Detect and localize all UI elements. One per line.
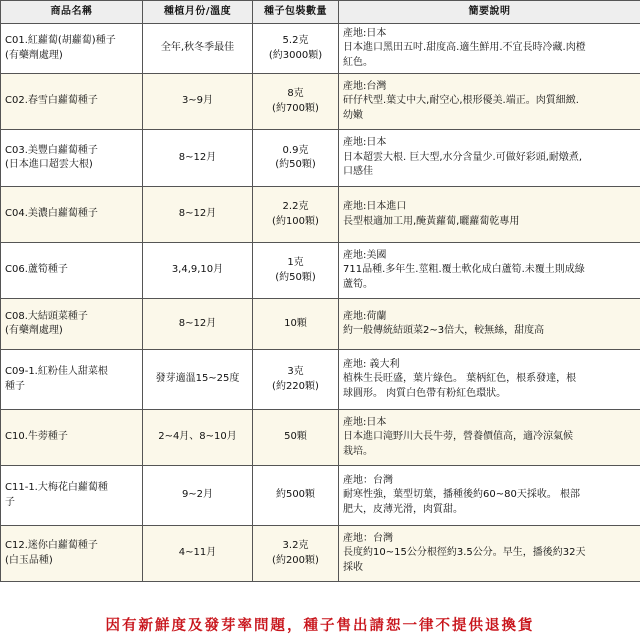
- header-planting-month-temp: 種植月份/溫度: [143, 1, 253, 24]
- description-cell-line: 產地:荷蘭: [343, 310, 387, 322]
- description-cell-line: 產地:日本: [343, 137, 387, 149]
- table-row: [1, 243, 640, 299]
- planting-time-cell: 9~2月: [143, 466, 253, 526]
- description-cell-line: 產地：台灣: [343, 532, 393, 544]
- product-name-cell-line: C08.大結頭菜種子: [5, 310, 88, 322]
- planting-time-cell: 3~9月: [143, 74, 253, 130]
- pack-quantity-cell: [253, 410, 339, 466]
- description-cell-line: 日本超雲大根. 巨大型,水分含量少.可做好彩頭,耐燉煮,: [343, 151, 583, 163]
- description-cell: [339, 299, 640, 350]
- product-name-cell-line: C02.春雪白蘿蔔種子: [5, 95, 98, 107]
- description-cell-line: 口感佳: [343, 166, 373, 178]
- product-name-cell-line: C06.蘆筍種子: [5, 264, 68, 276]
- description-cell-line: 長型根適加工用,醃黃蘿蔔,曬蘿蔔乾專用: [343, 215, 520, 227]
- description-cell-line: 紅色。: [343, 56, 373, 68]
- pack-quantity-cell-line: 8克: [287, 88, 304, 99]
- description-cell-line: 幼嫩: [343, 109, 363, 121]
- description-cell: [339, 466, 640, 526]
- pack-quantity-cell-line: 50顆: [284, 431, 307, 443]
- description-cell-line: 711品種.多年生.莖粗.覆土軟化成白蘆筍.未覆土則成綠: [343, 264, 585, 276]
- product-name-cell-line: 種子: [5, 380, 25, 392]
- description-cell-line: 產地: 義大利: [343, 358, 400, 370]
- product-name-cell: [1, 410, 143, 466]
- table-row: [1, 466, 640, 526]
- description-cell-line: 採收: [343, 561, 363, 573]
- product-name-cell: [1, 350, 143, 410]
- product-name-cell-line: C01.紅蘿蔔(胡蘿蔔)種子: [5, 35, 116, 46]
- pack-quantity-cell-line: (約50顆): [275, 271, 316, 283]
- planting-time-cell: 發芽適溫15~25度: [143, 350, 253, 410]
- product-name-cell-line: (有藥劑處理): [5, 49, 63, 61]
- description-cell-line: 蘆筍。: [343, 278, 373, 290]
- product-name-cell-line: C04.美濃白蘿蔔種子: [5, 208, 98, 220]
- pack-quantity-cell-line: (約220顆): [272, 380, 319, 392]
- description-cell-line: 長度約10~15公分根徑約3.5公分。早生，播後約32天: [343, 547, 586, 559]
- pack-quantity-cell: [253, 526, 339, 582]
- planting-time-cell: 2~4月、8~10月: [143, 410, 253, 466]
- pack-quantity-cell-line: 3克: [287, 366, 304, 377]
- product-name-cell-line: C11-1.大梅花白蘿蔔種: [5, 482, 108, 493]
- pack-quantity-cell: [253, 24, 339, 74]
- pack-quantity-cell-line: 1克: [287, 257, 304, 268]
- description-cell: [339, 350, 640, 410]
- pack-quantity-cell-line: 3.2克: [282, 540, 309, 551]
- description-cell-line: 產地:日本進口: [343, 201, 407, 212]
- description-cell-line: 產地:日本: [343, 27, 387, 39]
- table-row: [1, 130, 640, 187]
- header-seed-pack-quantity: 種子包裝數量: [253, 1, 339, 24]
- product-name-cell-line: C03.美豐白蘿蔔種子: [5, 144, 98, 156]
- pack-quantity-cell: [253, 466, 339, 526]
- description-cell-line: 球圓形。 肉質白色帶有粉紅色環狀。: [343, 387, 507, 399]
- pack-quantity-cell-line: 2.2克: [282, 201, 309, 212]
- description-cell-line: 產地：台灣: [343, 474, 393, 486]
- description-cell-line: 日本進口滝野川大長牛蒡，營養價值高，適冷涼氣候: [343, 431, 573, 443]
- description-cell-line: 栽培。: [343, 445, 373, 457]
- table-row: [1, 74, 640, 130]
- product-name-cell-line: (白玉品種): [5, 554, 53, 566]
- description-cell: [339, 24, 640, 74]
- product-name-cell: [1, 74, 143, 130]
- description-cell: [339, 74, 640, 130]
- product-name-cell: [1, 243, 143, 299]
- planting-time-cell: 8~12月: [143, 299, 253, 350]
- description-cell: [339, 187, 640, 243]
- description-cell-line: 矸仔杙型.葉丈中大,耐空心,根形優美.端正。肉質細緻.: [343, 95, 579, 107]
- table-row: [1, 299, 640, 350]
- pack-quantity-cell-line: 0.9克: [282, 144, 309, 156]
- pack-quantity-cell-line: (約200顆): [272, 554, 319, 566]
- description-cell: [339, 526, 640, 582]
- product-name-cell-line: 子: [5, 496, 15, 508]
- description-cell-line: 產地:台灣: [343, 80, 387, 92]
- pack-quantity-cell: [253, 299, 339, 350]
- product-name-cell: [1, 187, 143, 243]
- description-cell-line: 植株生長旺盛，葉片綠色。 葉柄紅色，根系發達，根: [343, 373, 577, 385]
- table-body: [1, 24, 640, 582]
- pack-quantity-cell-line: (約700顆): [272, 102, 319, 114]
- product-name-cell: [1, 24, 143, 74]
- description-cell: [339, 130, 640, 187]
- table-row: [1, 24, 640, 74]
- pack-quantity-cell-line: (約3000顆): [268, 49, 323, 61]
- planting-time-cell: 全年,秋冬季最佳: [143, 24, 253, 74]
- pack-quantity-cell: [253, 187, 339, 243]
- product-name-cell: [1, 526, 143, 582]
- table-row: [1, 350, 640, 410]
- product-name-cell-line: (日本進口超雲大根): [5, 159, 93, 170]
- description-cell-line: 肥大，皮薄光滑，肉質甜。: [343, 503, 463, 515]
- table-row: [1, 410, 640, 466]
- table-header-row: [1, 1, 640, 24]
- table-row: [1, 526, 640, 582]
- planting-time-cell: 8~12月: [143, 130, 253, 187]
- pack-quantity-cell-line: (約50顆): [275, 159, 316, 170]
- planting-time-cell: 8~12月: [143, 187, 253, 243]
- product-name-cell: [1, 466, 143, 526]
- description-cell: [339, 410, 640, 466]
- pack-quantity-cell: [253, 350, 339, 410]
- planting-time-cell: 4~11月: [143, 526, 253, 582]
- return-policy-notice: 因有新鮮度及發芽率問題，種子售出請恕一律不提供退換貨: [105, 617, 535, 634]
- product-name-cell-line: C12.迷你白蘿蔔種子: [5, 540, 98, 551]
- pack-quantity-cell: [253, 243, 339, 299]
- product-name-cell-line: C10.牛蒡種子: [5, 431, 68, 443]
- table-row: [1, 187, 640, 243]
- pack-quantity-cell-line: 約500顆: [275, 489, 316, 501]
- pack-quantity-cell-line: (約100顆): [272, 215, 319, 227]
- pack-quantity-cell: [253, 130, 339, 187]
- product-name-cell-line: C09-1.紅粉佳人甜菜根: [5, 366, 108, 377]
- product-name-cell: [1, 299, 143, 350]
- header-product-name: 商品名稱: [1, 1, 143, 24]
- description-cell: [339, 243, 640, 299]
- pack-quantity-cell-line: 5.2克: [282, 35, 309, 46]
- description-cell-line: 產地:美國: [343, 249, 387, 261]
- pack-quantity-cell-line: 10顆: [284, 317, 307, 329]
- product-name-cell-line: (有藥劑處理): [5, 325, 63, 336]
- pack-quantity-cell: [253, 74, 339, 130]
- description-cell-line: 日本進口黑田五吋.甜度高.適生鮮用.不宜長時冷藏.肉橙: [343, 42, 586, 54]
- description-cell-line: 耐寒性強，葉型切葉，播種後約60~80天採收。 根部: [343, 489, 581, 501]
- planting-time-cell: 3,4,9,10月: [143, 243, 253, 299]
- product-name-cell: [1, 130, 143, 187]
- description-cell-line: 產地:日本: [343, 416, 387, 428]
- header-brief-description: 簡要說明: [339, 1, 640, 24]
- description-cell-line: 約一般傳統結頭菜2~3倍大，較無絲，甜度高: [343, 325, 545, 336]
